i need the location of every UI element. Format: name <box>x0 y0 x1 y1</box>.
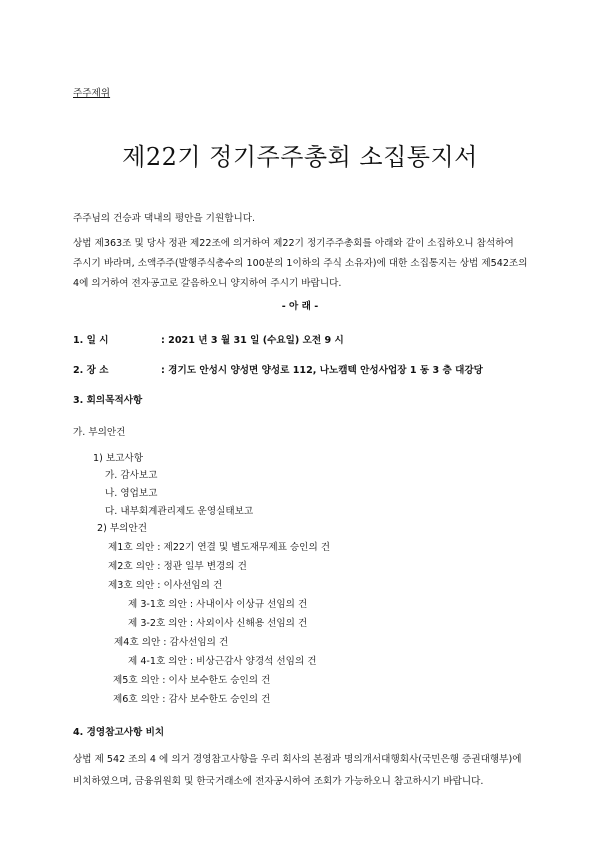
resolution-item: 제3호 의안 : 이사선임의 건 <box>108 580 223 591</box>
resolution-item: 제4호 의안 : 감사선임의 건 <box>114 637 229 648</box>
resolution-subitem: 제 3-1호 의안 : 사내이사 이상규 선임의 건 <box>128 599 308 610</box>
resolution-heading: 2) 부의안건 <box>97 523 147 534</box>
report-item: 다. 내부회계관리제도 운영실태보고 <box>105 506 254 517</box>
recipient-heading: 주주제위 <box>73 88 111 99</box>
section4-line: 비치하였으며, 금융위원회 및 한국거래소에 전자공시하여 조회가 가능하오니 참고하시기 바랍니다. <box>73 776 484 787</box>
item-date-value: : 2021 년 3 월 31 일 (수요일) 오전 9 시 <box>161 335 344 346</box>
item-place-label: 2. 장 소 <box>73 365 109 376</box>
section4-paragraph <box>73 749 535 793</box>
resolution-subitem: 제 3-2호 의안 : 사외이사 신해용 선임의 건 <box>128 618 308 629</box>
resolution-item: 제2호 의안 : 정관 일부 변경의 건 <box>108 561 247 572</box>
greeting-text: 주주님의 건승과 댁내의 평안을 기원합니다. <box>73 213 256 224</box>
item-place-value: : 경기도 안성시 양성면 양성로 112, 나노캠텍 안성사업장 1 동 3 층 대강당 <box>161 365 483 376</box>
intro-line: 4에 의거하여 전자공고로 갈음하오니 양지하여 주시기 바랍니다. <box>73 278 342 289</box>
item-date <box>73 332 344 346</box>
agenda-subheading: 가. 부의안건 <box>73 427 126 438</box>
section4-heading: 4. 경영참고사항 비치 <box>73 727 165 738</box>
report-item: 나. 영업보고 <box>105 488 158 499</box>
intro-line: 주시기 바라며, 소액주주(발행주식총수의 100분의 1이하의 주식 소유자)에 대한 소집통지는 상법 제542조의 <box>73 258 528 269</box>
resolution-item: 제1호 의안 : 제22기 연결 및 별도재무제표 승인의 건 <box>108 542 331 553</box>
agenda-heading: 3. 회의목적사항 <box>73 395 143 406</box>
intro-paragraph <box>73 234 535 294</box>
resolution-item: 제6호 의안 : 감사 보수한도 승인의 건 <box>113 694 271 705</box>
item-place <box>73 362 483 376</box>
resolution-item: 제5호 의안 : 이사 보수한도 승인의 건 <box>113 675 271 686</box>
report-heading: 1) 보고사항 <box>93 453 143 464</box>
document-title: 제22기 정기주주총회 소집통지서 <box>122 143 478 171</box>
item-date-label: 1. 일 시 <box>73 335 109 346</box>
center-heading: - 아 래 - <box>281 301 319 312</box>
resolution-subitem: 제 4-1호 의안 : 비상근감사 양경석 선임의 건 <box>128 656 317 667</box>
section4-line: 상법 제 542 조의 4 에 의거 경영참고사항을 우리 회사의 본점과 명의개서대행회사(국민은행 증권대행부)에 <box>73 754 522 765</box>
report-item: 가. 감사보고 <box>105 470 158 481</box>
intro-line: 상법 제363조 및 당사 정관 제22조에 의거하여 제22기 정기주주총회를 아래와 같이 소집하오니 참석하여 <box>73 238 514 249</box>
